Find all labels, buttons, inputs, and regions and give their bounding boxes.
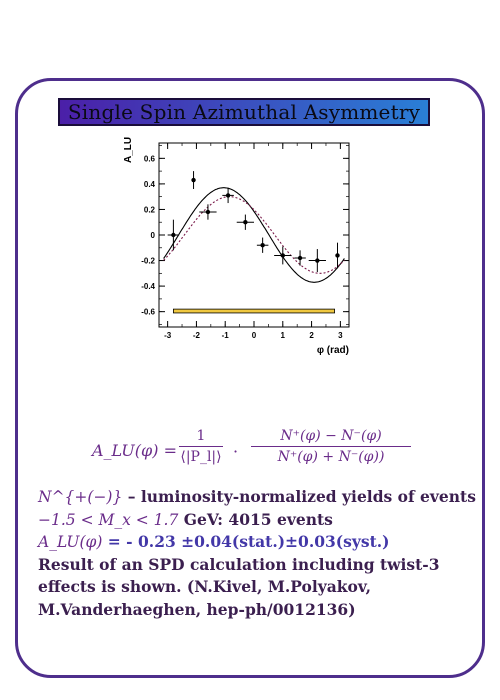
y-tick-label: -0.2 [141, 256, 155, 266]
formula-frac2-numerator: N⁺(φ) − N⁻(φ) [251, 428, 411, 447]
y-tick-label: -0.4 [141, 282, 155, 292]
text-line-6: M.Vanderhaeghen, hep-ph/0012136) [38, 599, 356, 619]
alu-result: = - 0.23 ±0.04(stat.)±0.03(syst.) [102, 532, 390, 551]
x-tick-label: -2 [192, 331, 200, 340]
formula-frac1-numerator: 1 [179, 428, 223, 447]
y-tick-label: 0 [150, 231, 155, 240]
x-tick-label: 1 [280, 331, 286, 340]
text-line-4: Result of an SPD calculation including twist-3 [38, 554, 440, 574]
data-point [206, 210, 210, 214]
data-point [191, 178, 195, 182]
formula-lhs: A_LU(φ) = [92, 441, 177, 460]
x-axis-title: φ (rad) [316, 345, 349, 356]
systematic-band [173, 309, 334, 313]
y-tick-label: 0.6 [143, 154, 155, 164]
asymmetry-formula [92, 428, 412, 478]
text-line-2 [38, 509, 478, 532]
text-line-5: effects is shown. (N.Kivel, M.Polyakov, [38, 577, 372, 596]
y-tick-label: -0.6 [141, 307, 155, 317]
slide-title: Single Spin Azimuthal Asymmetry [58, 98, 430, 126]
text-line-3 [38, 531, 478, 554]
formula-dot: · [233, 442, 239, 461]
y-tick-label: 0.4 [143, 179, 155, 189]
x-tick-label: 2 [309, 331, 314, 340]
x-tick-label: 0 [251, 331, 257, 340]
data-point [298, 256, 302, 260]
formula-fraction-2 [251, 428, 411, 465]
data-point [171, 233, 175, 237]
y-axis-title: A_LU [123, 136, 134, 163]
formula-frac1-denominator: ⟨|P_l|⟩ [180, 449, 222, 465]
yields-description: – luminosity-normalized yields of events [122, 487, 476, 506]
x-tick-label: -3 [164, 331, 172, 340]
mass-range: −1.5 < M_x < 1.7 [38, 510, 179, 529]
x-tick-label: 3 [338, 331, 343, 340]
description-text [38, 486, 478, 621]
event-count: GeV: 4015 events [178, 509, 333, 529]
text-line-1 [38, 486, 478, 509]
formula-fraction-1 [179, 428, 223, 465]
alu-symbol: A_LU(φ) [38, 533, 103, 551]
data-point [315, 258, 319, 262]
data-point [243, 220, 247, 224]
yields-symbol: N^{+(−)} [38, 488, 123, 506]
data-point [281, 253, 285, 257]
data-point [226, 193, 230, 197]
formula-frac2-denominator: N⁺(φ) + N⁻(φ)) [277, 449, 385, 465]
x-tick-label: -1 [221, 331, 229, 340]
data-point [260, 243, 264, 247]
data-point [335, 253, 339, 257]
plot-frame [159, 143, 349, 327]
y-tick-label: 0.2 [143, 205, 155, 215]
